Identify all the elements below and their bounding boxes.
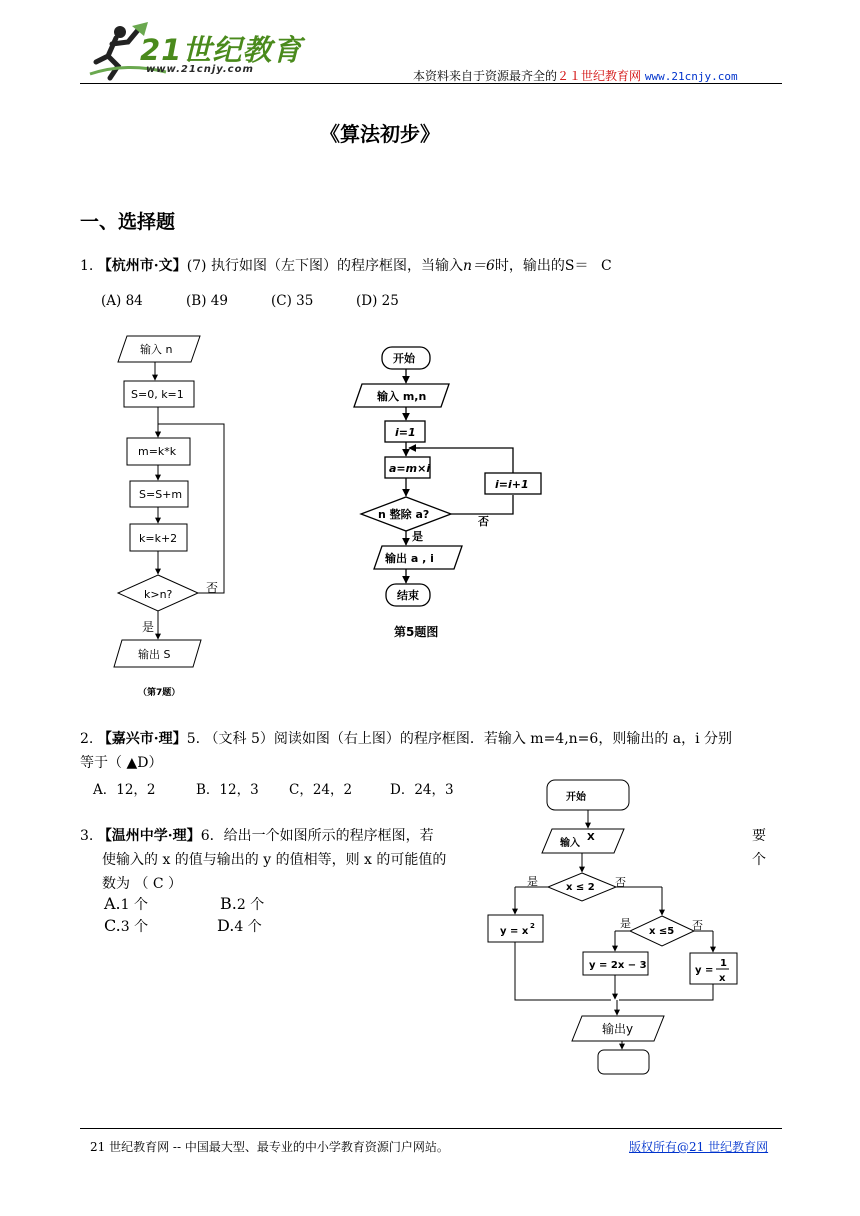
footer-rule: [80, 1128, 782, 1129]
question-2: [80, 728, 732, 748]
f1-input-shape: [118, 336, 200, 362]
logo-text: 21世纪教育: [140, 33, 303, 67]
q1-option-d: (D) 25: [356, 293, 399, 309]
q1-option-a: (A) 84: [101, 293, 143, 309]
f2-end: 结束: [397, 589, 419, 602]
q3-option-a-value: 1 个: [120, 897, 148, 913]
q3-option-d-value: 4 个: [234, 919, 262, 935]
q1-formula: n＝6: [462, 258, 495, 274]
f3-cond2-shape: [630, 916, 694, 946]
q1-number: 1.: [80, 258, 94, 274]
f2-incr-shape: [485, 473, 541, 494]
f2-end-shape: [386, 584, 430, 606]
page-title: 《算法初步》: [320, 122, 440, 146]
q3-option-a: [104, 894, 148, 914]
f1-init-shape: [124, 381, 194, 407]
f2-start: 开始: [393, 352, 415, 365]
f1-cond-shape: [118, 575, 198, 611]
q2-text-b: 等于（ ▲D）: [80, 755, 163, 771]
q3-option-c-letter: C.: [104, 916, 121, 935]
q1-text-a: (7) 执行如图（左下图）的程序框图，当输入: [186, 258, 463, 274]
f1-init: S=0, k=1: [131, 388, 184, 401]
f3-no2: 否: [692, 919, 703, 932]
f2-cond-shape: [361, 497, 451, 531]
f1-input: 输入 n: [140, 343, 173, 356]
q3-source: 【温州中学·理】: [97, 828, 201, 844]
q1-text-b: 时，输出的S＝: [494, 258, 589, 274]
f3-box-a: y = x: [500, 926, 529, 937]
f1-step2: S=S+m: [139, 488, 183, 501]
f2-input: 输入 m,n: [377, 390, 427, 403]
f2-init: i=1: [395, 426, 416, 439]
q2-option-c: C，24，2: [289, 782, 353, 798]
f1-no: 否: [206, 581, 219, 595]
f2-output: 输出 a , i: [385, 552, 434, 565]
f2-input-shape: [354, 384, 449, 407]
f2-incr: i=i+1: [495, 478, 529, 491]
f2-caption: 第5题图: [394, 625, 439, 639]
f3-box-c-shape: [690, 953, 737, 984]
f1-cond: k>n?: [144, 588, 173, 601]
q1-option-b: (B) 49: [186, 293, 228, 309]
q1-answer: C: [600, 258, 612, 274]
q2-option-a: A．12，2: [93, 782, 156, 798]
f2-cond: n 整除 a?: [378, 508, 430, 521]
f3-cond2: x ≤5: [649, 926, 675, 937]
header-rule: [80, 83, 782, 84]
q3-option-d-letter: D.: [217, 916, 235, 935]
footer-left: 21 世纪教育网 -- 中国最大型、最专业的中小学教育资源门户网站。: [90, 1140, 449, 1154]
q3-line2-tail: 个: [752, 852, 766, 868]
f1-output: 输出 S: [138, 648, 171, 661]
f1-yes: 是: [142, 620, 155, 634]
f3-yes1: 是: [527, 875, 538, 888]
q1-source: 【杭州市·文】: [97, 258, 187, 274]
f3-box-a-shape: [488, 915, 543, 942]
f1-caption: （第7题）: [138, 688, 181, 698]
header-note: [413, 67, 738, 84]
q2-source: 【嘉兴市·理】: [97, 731, 187, 747]
q3-line1-tail: 要: [752, 828, 766, 844]
q3-line3: 数为 （ C ）: [102, 876, 183, 892]
section-heading: 一、选择题: [80, 211, 176, 233]
f3-box-b-shape: [583, 952, 648, 975]
f3-box-c-den: x: [719, 973, 726, 984]
f3-output-shape: [572, 1016, 664, 1041]
f1-step3: k=k+2: [139, 532, 178, 545]
f3-yes2: 是: [620, 917, 631, 930]
f2-no: 否: [478, 515, 489, 528]
logo-url: www.21cnjy.com: [146, 64, 254, 75]
f3-cond1-shape: [548, 873, 616, 901]
f3-input: 输入: [560, 838, 580, 849]
header-note-prefix: 本资料来自于资源最齐全的: [413, 69, 558, 83]
f1-step1: m=k*k: [138, 445, 177, 458]
f3-start-shape: [547, 780, 629, 810]
f2-calc-shape: [385, 457, 430, 478]
f3-output: 输出y: [602, 1022, 634, 1036]
f1-step3-shape: [130, 524, 187, 551]
f3-input-var: X: [587, 832, 595, 843]
q2-text-a: 5. （文科 5）阅读如图（右上图）的程序框图．若输入 m=4,n=6，则输出的 a，i 分别: [186, 731, 733, 747]
header-note-site[interactable]: ２１世纪教育网: [557, 69, 642, 83]
q2-number: 2.: [80, 731, 94, 747]
f1-step2-shape: [130, 481, 188, 507]
q3-line1: 6．给出一个如图所示的程序框图，若: [200, 828, 434, 844]
f1-step1-shape: [127, 438, 190, 465]
q2-option-d: D．24，3: [390, 782, 454, 798]
f2-output-shape: [374, 546, 462, 569]
q3-option-c: [104, 916, 148, 936]
f3-box-c-num: 1: [720, 958, 727, 969]
q3-option-c-value: 3 个: [120, 919, 149, 935]
header-note-url[interactable]: www.21cnjy.com: [644, 70, 738, 83]
footer-copyright-link[interactable]: 版权所有@21 世纪教育网: [629, 1140, 769, 1154]
f3-input-shape: [542, 829, 624, 853]
f2-init-shape: [385, 421, 425, 442]
f3-box-b: y = 2x − 3: [589, 960, 647, 971]
f3-no1: 否: [615, 876, 626, 889]
f3-box-a-exp: 2: [530, 922, 535, 930]
q3-option-b-value: 2 个: [236, 897, 265, 913]
f2-yes: 是: [412, 530, 423, 543]
q3-option-b: [220, 894, 264, 914]
q2-option-b: B．12，3: [196, 782, 259, 798]
f3-start: 开始: [566, 792, 586, 803]
q3-option-b-letter: B.: [220, 894, 237, 913]
q3-number: 3.: [80, 828, 94, 844]
q3-line2: 使输入的 x 的值与输出的 y 的值相等，则 x 的可能值的: [102, 852, 447, 868]
f3-end-shape: [598, 1050, 649, 1074]
q3-option-a-letter: A.: [104, 894, 121, 913]
f1-output-shape: [114, 640, 201, 667]
q3-option-d: [217, 916, 262, 936]
f3-cond1: x ≤ 2: [566, 882, 595, 893]
q1-option-c: (C) 35: [271, 293, 314, 309]
f2-start-shape: [382, 347, 430, 369]
f3-box-c-lhs: y =: [695, 965, 714, 976]
question-3: [80, 825, 434, 845]
question-1: [80, 255, 612, 275]
f2-calc: a=m×i: [389, 462, 431, 475]
